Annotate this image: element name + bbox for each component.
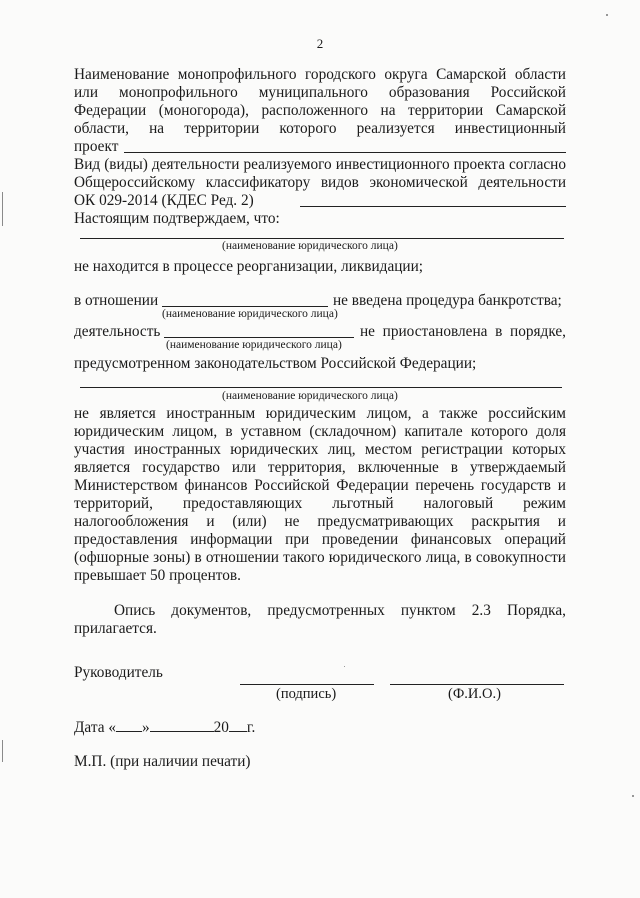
date-mid: » bbox=[141, 719, 150, 736]
intro-line-5 bbox=[74, 138, 566, 156]
activity-line-1: Вид (виды) деятельности реализуемого инвестиционного проекта согласно bbox=[74, 156, 566, 173]
date-year-prefix: 20 bbox=[213, 719, 229, 736]
foreign-line-9: (офшорные зоны) в отношении такого юридического лица, в совокупности bbox=[74, 549, 566, 566]
foreign-line-10: превышает 50 процентов. bbox=[74, 567, 241, 584]
foreign-line-3: участия иностранных юридических лиц, местом регистрации которых bbox=[74, 441, 566, 458]
attachment-line-2: прилагается. bbox=[74, 620, 157, 637]
foreign-line-6: территорий, предоставляющих льготный налоговый режим bbox=[74, 495, 566, 512]
head-label: Руководитель bbox=[74, 664, 163, 681]
activity-line-2: Общероссийскому классификатору видов экономической деятельности bbox=[74, 174, 566, 191]
foreign-line-8: предоставления информации при проведении финансовых операций bbox=[74, 531, 566, 548]
bankruptcy-prefix: в отношении bbox=[74, 292, 159, 309]
okved-label: ОК 029-2014 (КДЕС Ред. 2) bbox=[74, 192, 254, 209]
intro-line-4: области, на территории которого реализуется инвестиционный bbox=[74, 120, 566, 137]
attachment-line-1: Опись документов, предусмотренных пунктом 2.3 Порядка, bbox=[114, 602, 566, 619]
scan-speck bbox=[632, 795, 634, 797]
suspension-continuation: предусмотренном законодательством Российской Федерации; bbox=[74, 355, 477, 372]
scan-speck bbox=[344, 666, 345, 667]
activity-field-line[interactable] bbox=[300, 206, 566, 207]
scan-edge-mark bbox=[2, 192, 3, 226]
intro-line-1: Наименование монопрофильного городского округа Самарской области bbox=[74, 66, 566, 83]
signature-caption: (подпись) bbox=[276, 686, 337, 702]
date-month-field[interactable] bbox=[150, 718, 214, 732]
seal-label: М.П. (при наличии печати) bbox=[74, 753, 251, 770]
date-day-field[interactable] bbox=[116, 718, 142, 732]
bankruptcy-entity-field-line[interactable] bbox=[162, 306, 328, 307]
entity-name-caption-2: (наименование юридического лица) bbox=[222, 390, 398, 402]
activity-line-3 bbox=[74, 192, 566, 210]
entity-name-field-line-1[interactable] bbox=[80, 238, 564, 239]
scan-speck bbox=[606, 14, 608, 16]
suspension-suffix: не приостановлена в порядке, bbox=[360, 323, 566, 340]
date-prefix: Дата « bbox=[74, 719, 116, 736]
suspension-suffix-wrap bbox=[360, 323, 566, 341]
project-label: проект bbox=[74, 138, 119, 155]
intro-line-3: Федерации (моногорода), расположенного на территории Самарской bbox=[74, 102, 566, 119]
foreign-line-1: не является иностранным юридическим лицом, а также российским bbox=[74, 405, 566, 422]
confirm-heading: Настоящим подтверждаем, что: bbox=[74, 210, 280, 227]
entity-name-caption-1: (наименование юридического лица) bbox=[222, 240, 398, 252]
bankruptcy-suffix: не введена процедура банкротства; bbox=[333, 292, 562, 309]
signature-field-line[interactable] bbox=[240, 684, 374, 685]
bankruptcy-suffix-wrap bbox=[333, 292, 566, 310]
suspension-prefix: деятельность bbox=[74, 323, 161, 340]
date-suffix: г. bbox=[246, 719, 256, 736]
foreign-line-7: налогообложения и (или) не предусматривающих раскрытия и bbox=[74, 513, 566, 530]
not-reorganized-line: не находится в процессе реорганизации, ликвидации; bbox=[74, 258, 424, 275]
project-name-field-line[interactable] bbox=[124, 152, 566, 153]
foreign-line-4: является государство или территория, включенные в утверждаемый bbox=[74, 459, 566, 476]
scan-edge-mark bbox=[2, 740, 3, 762]
bankruptcy-caption: (наименование юридического лица) bbox=[162, 308, 338, 320]
name-field-line[interactable] bbox=[390, 684, 564, 685]
date-year-field[interactable] bbox=[229, 718, 247, 732]
suspension-caption: (наименование юридического лица) bbox=[166, 339, 342, 351]
date-line bbox=[74, 718, 566, 737]
page-number: 2 bbox=[316, 36, 324, 51]
name-caption: (Ф.И.О.) bbox=[448, 686, 501, 702]
foreign-line-2: юридическим лицом, в уставном (складочном) капитале которого доля bbox=[74, 423, 566, 440]
entity-name-field-line-2[interactable] bbox=[80, 387, 562, 388]
suspension-entity-field-line[interactable] bbox=[164, 337, 354, 338]
foreign-line-5: Министерством финансов Российской Федерации перечень государств и bbox=[74, 477, 566, 494]
intro-line-2: или монопрофильного муниципального образования Российской bbox=[74, 84, 566, 101]
